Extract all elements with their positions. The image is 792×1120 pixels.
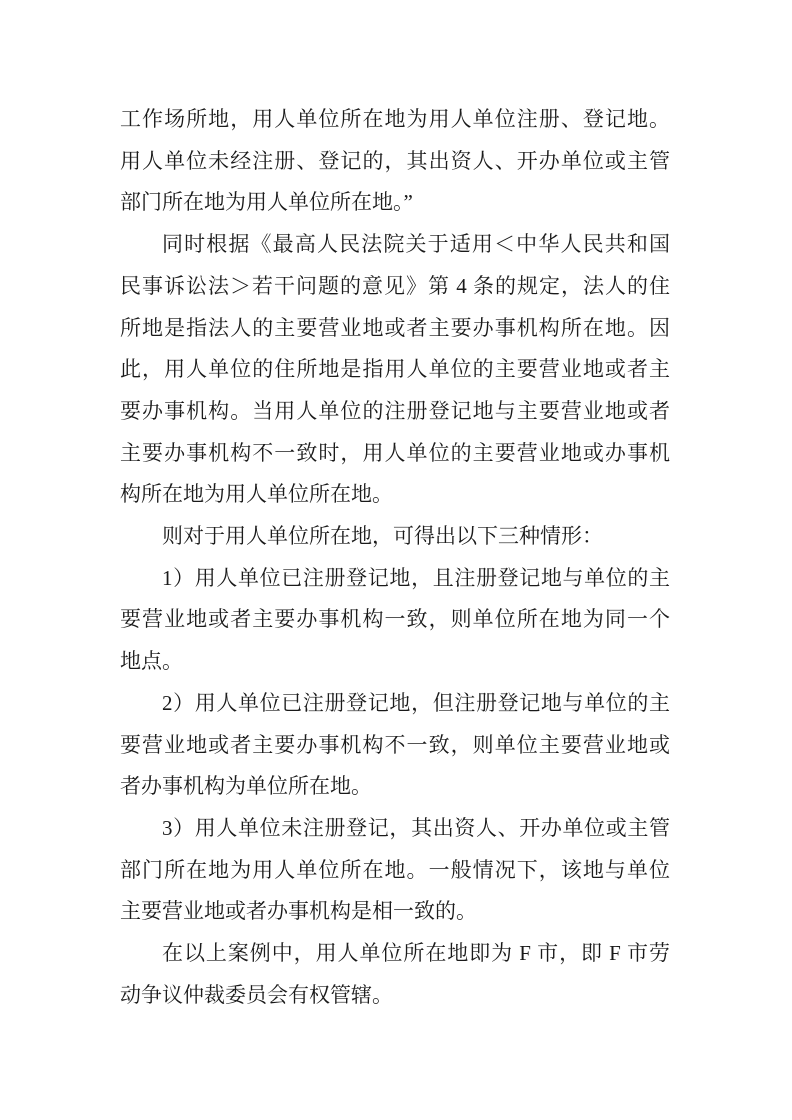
text-line: 工作场所地，用人单位所在地为用人单位注册、登记地。 bbox=[120, 107, 670, 131]
paragraph bbox=[120, 683, 670, 808]
text-line: 此，用人单位的住所地是指用人单位的主要营业地或者主 bbox=[120, 357, 670, 382]
text-line: 同时根据《最高人民法院关于适用＜中华人民共和国 bbox=[162, 232, 670, 257]
text-line: 要营业地或者主要办事机构不一致，则单位主要营业地或 bbox=[120, 732, 670, 757]
paragraph bbox=[120, 558, 670, 683]
text-line: 动争议仲裁委员会有权管辖。 bbox=[120, 982, 393, 1007]
text-line: 要办事机构。当用人单位的注册登记地与主要营业地或者 bbox=[120, 398, 670, 423]
text-line: 者办事机构为单位所在地。 bbox=[120, 774, 372, 799]
text-line: 2）用人单位已注册登记地，但注册登记地与单位的主 bbox=[162, 690, 670, 715]
paragraph bbox=[120, 808, 670, 933]
paragraph bbox=[120, 933, 670, 1016]
text-line: 构所在地为用人单位所在地。 bbox=[120, 482, 393, 507]
paragraph bbox=[120, 224, 670, 516]
text-line: 主要办事机构不一致时，用人单位的主要营业地或办事机 bbox=[120, 440, 670, 465]
paragraph bbox=[120, 99, 670, 224]
text-line: 1）用人单位已注册登记地，且注册登记地与单位的主 bbox=[162, 565, 670, 590]
text-line: 主要营业地或者办事机构是相一致的。 bbox=[120, 899, 477, 924]
document-text-block bbox=[120, 99, 670, 1016]
paragraph bbox=[120, 516, 670, 558]
text-line: 部门所在地为用人单位所在地。一般情况下，该地与单位 bbox=[120, 857, 670, 882]
text-line: 则对于用人单位所在地，可得出以下三种情形： bbox=[162, 524, 603, 549]
text-line: 3）用人单位未注册登记，其出资人、开办单位或主管 bbox=[162, 815, 670, 840]
text-line: 民事诉讼法＞若干问题的意见》第 4 条的规定，法人的住 bbox=[120, 273, 670, 298]
text-line: 用人单位未经注册、登记的，其出资人、开办单位或主管 bbox=[120, 148, 670, 173]
text-line: 部门所在地为用人单位所在地。” bbox=[120, 190, 413, 215]
text-line: 地点。 bbox=[120, 649, 183, 674]
text-line: 在以上案例中，用人单位所在地即为 F 市，即 F 市劳 bbox=[162, 941, 670, 966]
text-line: 所地是指法人的主要营业地或者主要办事机构所在地。因 bbox=[120, 315, 670, 340]
text-line: 要营业地或者主要办事机构一致，则单位所在地为同一个 bbox=[120, 607, 670, 632]
